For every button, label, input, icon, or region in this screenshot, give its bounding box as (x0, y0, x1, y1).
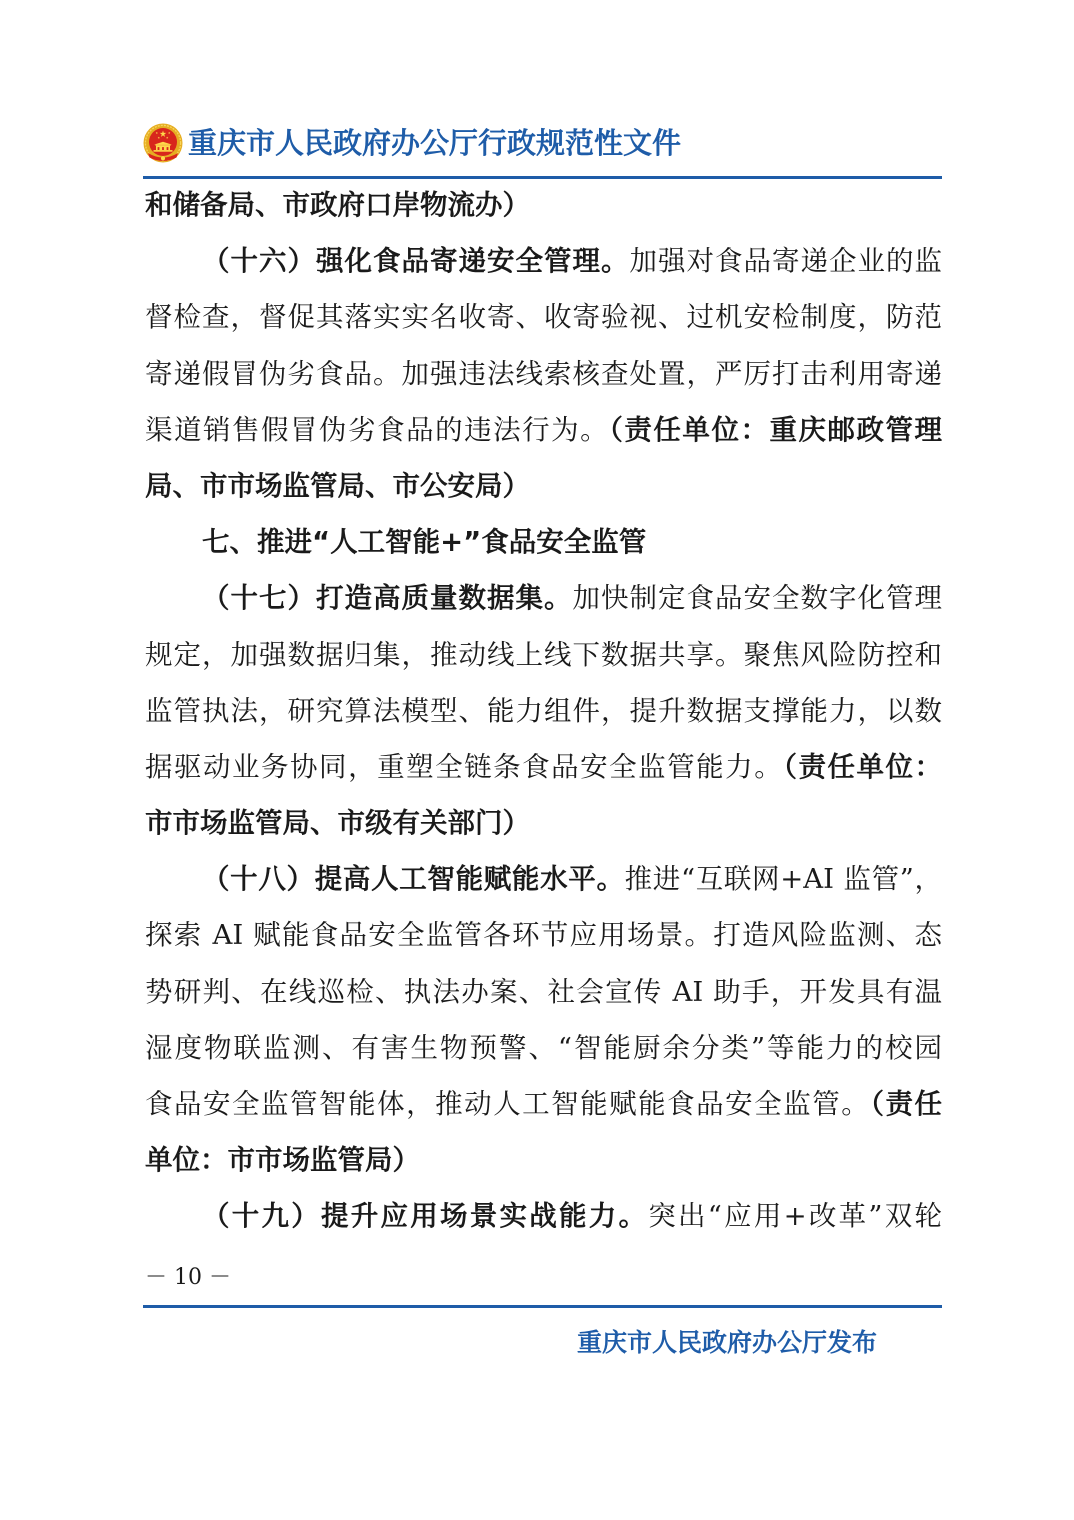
section-heading: 七、推进“人工智能+”食品安全监管 (202, 526, 647, 559)
text-line (145, 177, 942, 233)
page-number: － 10 － (145, 1265, 231, 1290)
clause-heading: （十九）提升应用场景实战能力。 (202, 1200, 649, 1233)
clause-text: 渠道销售假冒伪劣食品的违法行为。 (145, 413, 610, 446)
text-line (145, 402, 942, 458)
responsible-units: 市市场监管局、市级有关部门） (145, 807, 530, 840)
text-line (145, 739, 942, 795)
responsible-units: （责任单位： (783, 750, 942, 783)
clause-text: 加强对食品寄递企业的监 (629, 245, 942, 278)
clause-text: 势研判、在线巡检、执法办案、社会宣传 AI 助手，开发具有温 (145, 975, 942, 1008)
clause-text: 加快制定食品安全数字化管理 (572, 582, 942, 615)
text-line (145, 458, 942, 514)
clause-text: 监管执法，研究算法模型、能力组件，提升数据支撑能力，以数 (145, 694, 942, 727)
text-line (145, 233, 942, 289)
text-line (145, 570, 942, 626)
publisher-name: 重庆市人民政府办公厅发布 (576, 1328, 877, 1357)
text-line (145, 683, 942, 739)
text-line (145, 851, 942, 907)
clause-heading: （十七）打造高质量数据集。 (202, 582, 573, 615)
clause-text: 湿度物联监测、有害生物预警、“智能厨余分类”等能力的校园 (145, 1031, 942, 1064)
clause-text: 寄递假冒伪劣食品。加强违法线索核查处置，严厉打击利用寄递 (145, 357, 942, 390)
clause-text: 据驱动业务协同，重塑全链条食品安全监管能力。 (145, 750, 784, 783)
text-line (145, 907, 942, 963)
section-heading-line (145, 514, 942, 570)
footer-divider (143, 1305, 942, 1308)
responsible-units: 局、市市场监管局、市公安局） (145, 469, 530, 502)
national-emblem-icon (143, 123, 183, 163)
text-line (145, 627, 942, 683)
text-line (145, 1132, 942, 1188)
document-body (145, 177, 942, 1245)
clause-text: 规定，加强数据归集，推动线上线下数据共享。聚焦风险防控和 (145, 638, 942, 671)
clause-text: 探索 AI 赋能食品安全监管各环节应用场景。打造风险监测、态 (145, 919, 942, 952)
text-line (145, 795, 942, 851)
clause-text: 食品安全监管智能体，推动人工智能赋能食品安全监管。 (145, 1088, 871, 1120)
clause-heading: （十八）提高人工智能赋能水平。 (202, 863, 625, 896)
clause-text: 督检查，督促其落实实名收寄、收寄验视、过机安检制度，防范 (145, 301, 942, 334)
document-series-title: 重庆市人民政府办公厅行政规范性文件 (188, 126, 682, 160)
responsible-units: 单位：市市场监管局） (145, 1144, 420, 1177)
responsible-units: （责任 (870, 1088, 942, 1120)
text-line (145, 289, 942, 345)
responsible-units: 和储备局、市政府口岸物流办） (145, 189, 530, 221)
text-line (145, 1188, 942, 1244)
text-line (145, 1020, 942, 1076)
text-line (145, 346, 942, 402)
clause-heading: （十六）强化食品寄递安全管理。 (202, 245, 630, 278)
responsible-units: （责任单位：重庆邮政管理 (609, 413, 942, 446)
clause-text: 推进“互联网+AI 监管”， (624, 863, 942, 896)
text-line (145, 964, 942, 1020)
clause-text: 突出“应用+改革”双轮 (648, 1200, 942, 1233)
text-line (145, 1076, 942, 1132)
